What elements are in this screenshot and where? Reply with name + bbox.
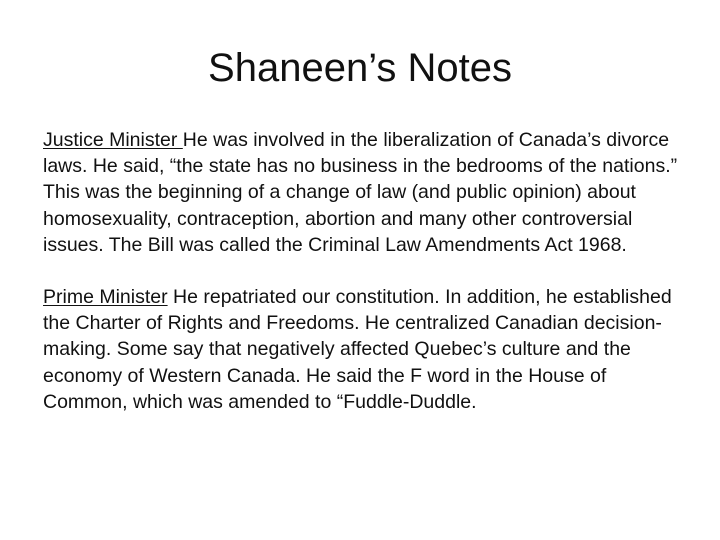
term-justice-minister: Justice Minister xyxy=(43,129,183,151)
paragraph-text: He repatriated our constitution. In addition, he established the Charter of Rights and Freedoms. He centralized Canadian decision-making. Some say that negatively affected Quebec’s culture and the economy of Western Canada. He said the F word in the House of Common, which was amended to “Fuddle-Duddle. xyxy=(43,286,672,413)
paragraph-justice-minister xyxy=(43,127,693,258)
notes-body xyxy=(43,127,693,415)
slide-title: Shaneen’s Notes xyxy=(208,46,512,90)
term-prime-minister: Prime Minister xyxy=(43,286,168,309)
paragraph-prime-minister xyxy=(43,284,693,415)
paragraph-text: He was involved in the liberalization of Canada’s divorce laws. He said, “the state has no business in the bedrooms of the nations.” This was the beginning of a change of law (and public opinion) about homosexuality, contraception, abortion and many other controversial issues. The Bill was called the Criminal Law Amendments Act 1968. xyxy=(43,129,678,256)
